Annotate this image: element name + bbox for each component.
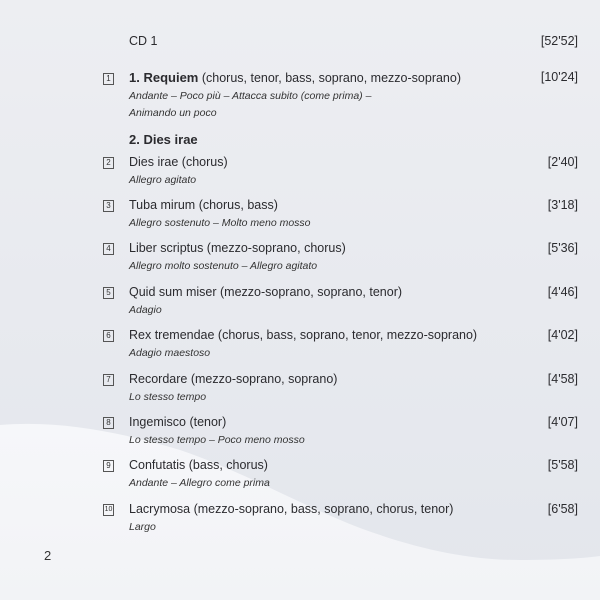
track-number-box: 7 (103, 374, 114, 386)
track-title: Quid sum miser (mezzo-soprano, soprano, tenor) (129, 285, 403, 299)
disc-total-duration: [52'52] (540, 34, 578, 48)
track-number-box: 6 (103, 330, 114, 342)
track-title: Liber scriptus (mezzo-soprano, chorus) (129, 241, 346, 255)
tempo-marking: Lo stesso tempo – Poco meno mosso (129, 434, 305, 446)
track-duration: [6'58] (547, 502, 578, 516)
section-heading: 2. Dies irae (129, 132, 198, 147)
track-number-box: 2 (103, 157, 114, 169)
tempo-marking-continued: Animando un poco (129, 107, 217, 119)
movement-voices: (chorus, tenor, bass, soprano, mezzo-soprano) (201, 71, 461, 85)
tempo-marking: Lo stesso tempo (129, 391, 207, 403)
track-title (129, 70, 461, 85)
track-duration: [4'07] (547, 415, 578, 429)
tempo-marking: Largo (129, 521, 156, 533)
tempo-marking: Allegro agitato (129, 174, 197, 186)
track-duration: [3'18] (547, 198, 578, 212)
track-duration: [4'46] (547, 285, 578, 299)
track-number-box: 9 (103, 460, 114, 472)
track-duration: [5'58] (547, 458, 578, 472)
tempo-marking: Adagio (129, 304, 162, 316)
tempo-marking: Andante – Poco più – Attacca subito (come prima) – (129, 90, 372, 102)
track-title: Lacrymosa (mezzo-soprano, bass, soprano, chorus, tenor) (129, 502, 454, 516)
track-duration: [10'24] (540, 70, 578, 84)
track-number-box: 10 (103, 504, 114, 516)
disc-label: CD 1 (129, 34, 158, 48)
track-title: Ingemisco (tenor) (129, 415, 227, 429)
track-title: Tuba mirum (chorus, bass) (129, 198, 278, 212)
track-duration: [2'40] (547, 155, 578, 169)
track-number-box: 4 (103, 243, 114, 255)
track-title: Dies irae (chorus) (129, 155, 228, 169)
movement-heading: 1. Requiem (129, 70, 199, 85)
track-title: Confutatis (bass, chorus) (129, 458, 268, 472)
track-title: Rex tremendae (chorus, bass, soprano, tenor, mezzo-soprano) (129, 328, 478, 342)
track-number-box: 5 (103, 287, 114, 299)
tempo-marking: Allegro molto sostenuto – Allegro agitato (129, 260, 318, 272)
track-duration: [4'02] (547, 328, 578, 342)
track-duration: [4'58] (547, 372, 578, 386)
page-number: 2 (44, 548, 52, 563)
track-number-box: 3 (103, 200, 114, 212)
track-duration: [5'36] (547, 241, 578, 255)
tempo-marking: Adagio maestoso (129, 347, 211, 359)
tempo-marking: Andante – Allegro come prima (129, 477, 270, 489)
track-number-box: 8 (103, 417, 114, 429)
track-title: Recordare (mezzo-soprano, soprano) (129, 372, 338, 386)
track-number-box: 1 (103, 73, 114, 85)
tempo-marking: Allegro sostenuto – Molto meno mosso (129, 217, 311, 229)
